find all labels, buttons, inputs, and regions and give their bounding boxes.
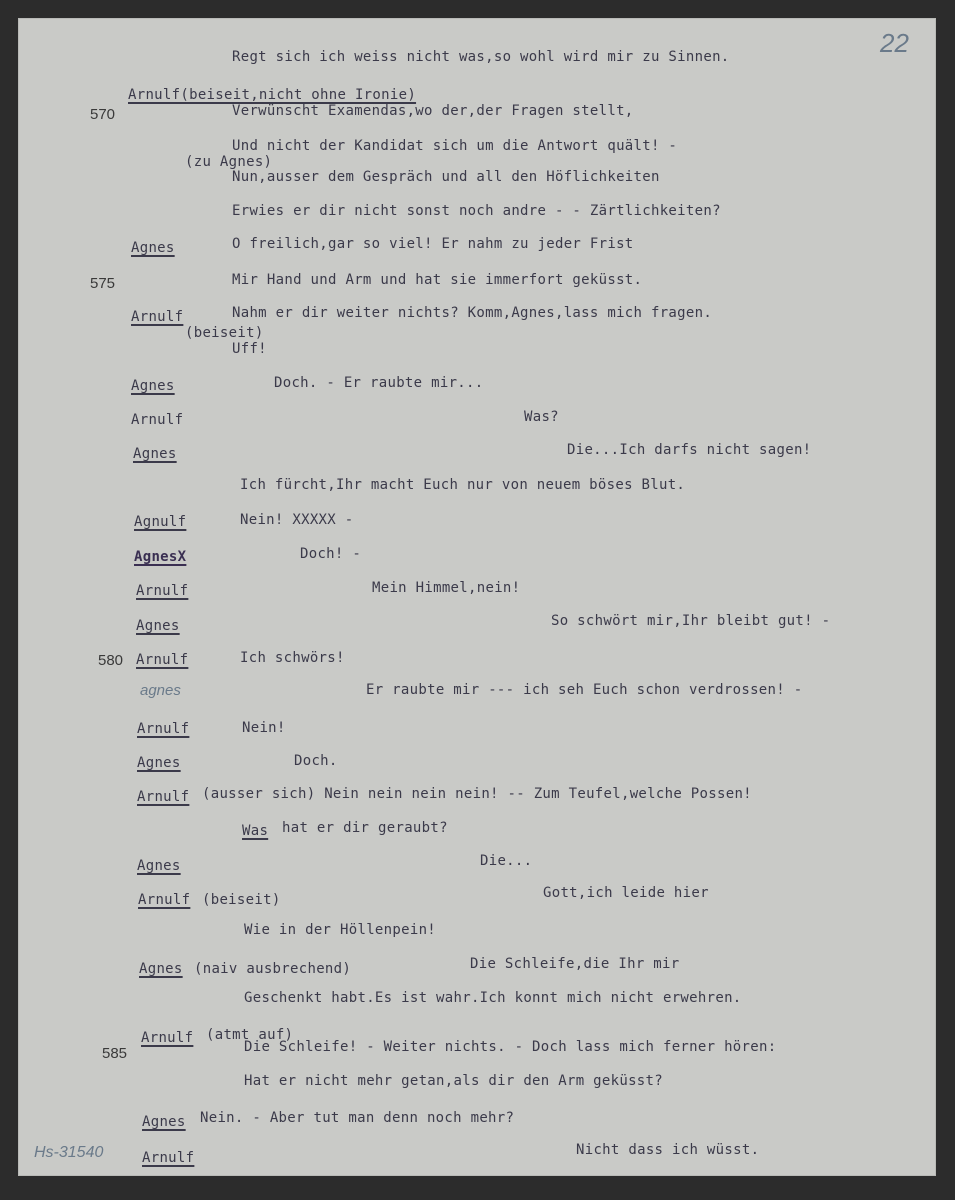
text-line: Nahm er dir weiter nichts? Komm,Agnes,lass mich fragen. <box>232 305 713 321</box>
speaker-label: AgnesX <box>134 549 187 565</box>
speaker-label: Arnulf <box>131 309 184 325</box>
text-line: hat er dir geraubt? <box>282 820 448 836</box>
speaker-label: Agnes <box>133 446 177 462</box>
archive-stamp: Hs-31540 <box>34 1144 104 1161</box>
text-line: Erwies er dir nicht sonst noch andre - - Zärtlichkeiten? <box>232 203 721 219</box>
speaker-label: Arnulf <box>137 789 190 805</box>
text-line: Doch. <box>294 753 338 769</box>
speaker-label: Agnes <box>131 378 175 394</box>
speaker-label: Arnulf <box>136 652 189 668</box>
text-line: Verwünscht Examendas,wo der,der Fragen stellt, <box>232 103 634 119</box>
text-line: Doch! - <box>300 546 362 562</box>
text-line: Wie in der Höllenpein! <box>244 922 437 938</box>
text-line: Uff! <box>232 341 267 357</box>
speaker-label: Agnes <box>142 1114 186 1130</box>
text-line: Die Schleife,die Ihr mir <box>470 956 680 972</box>
text-line: Und nicht der Kandidat sich um die Antwort quält! - <box>232 138 678 154</box>
speaker-label: Arnulf <box>142 1150 195 1166</box>
text-line: Doch. - Er raubte mir... <box>274 375 484 391</box>
line-number: 580 <box>98 652 124 669</box>
stage-direction: (naiv ausbrechend) <box>194 961 352 977</box>
text-line: Nein! XXXXX - <box>240 512 354 528</box>
line-number: 575 <box>90 275 116 292</box>
page-number: 22 <box>880 28 909 58</box>
text-line: Nun,ausser dem Gespräch und all den Höflichkeiten <box>232 169 660 185</box>
line-number: 570 <box>90 106 116 123</box>
text-line: Die... <box>480 853 533 869</box>
speaker-label: Arnulf <box>137 721 190 737</box>
speaker-label: Agnes <box>136 618 180 634</box>
text-line: Nein. - Aber tut man denn noch mehr? <box>200 1110 515 1126</box>
text-line: Die...Ich darfs nicht sagen! <box>567 442 812 458</box>
stage-direction: (zu Agnes) <box>185 154 273 170</box>
speaker-label: Agnulf <box>134 514 187 530</box>
text-line: (ausser sich) Nein nein nein nein! -- Zum Teufel,welche Possen! <box>202 786 752 802</box>
speaker-label: Agnes <box>137 755 181 771</box>
text-line: Die Schleife! - Weiter nichts. - Doch lass mich ferner hören: <box>244 1039 777 1055</box>
speaker-label: Arnulf <box>138 892 191 908</box>
line-number: 585 <box>102 1045 128 1062</box>
text-line: Mein Himmel,nein! <box>372 580 521 596</box>
speaker-label: Agnes <box>139 961 183 977</box>
handwritten-speaker: agnes <box>140 682 181 699</box>
typescript-page <box>18 18 936 1176</box>
speaker-label: Agnes <box>137 858 181 874</box>
text-line: Gott,ich leide hier <box>543 885 709 901</box>
text-line: Geschenkt habt.Es ist wahr.Ich konnt mich nicht erwehren. <box>244 990 742 1006</box>
text-line: Regt sich ich weiss nicht was,so wohl wird mir zu Sinnen. <box>232 49 730 65</box>
text-line: Hat er nicht mehr getan,als dir den Arm geküsst? <box>244 1073 663 1089</box>
speaker-label: Arnulf <box>136 583 189 599</box>
text-line: Was? <box>524 409 559 425</box>
text-line: Ich schwörs! <box>240 650 345 666</box>
text-line: Er raubte mir --- ich seh Euch schon verdrossen! - <box>366 682 803 698</box>
speaker-label: Agnes <box>131 240 175 256</box>
speaker-label: Arnulf <box>141 1030 194 1046</box>
text-line: Was <box>242 823 269 839</box>
stage-direction: (atmt auf) <box>206 1027 294 1043</box>
text-line: Mir Hand und Arm und hat sie immerfort geküsst. <box>232 272 643 288</box>
text-line: Ich fürcht,Ihr macht Euch nur von neuem böses Blut. <box>240 477 686 493</box>
speaker-label: Arnulf <box>131 412 184 428</box>
text-line: So schwört mir,Ihr bleibt gut! - <box>551 613 831 629</box>
stage-direction: (beiseit) <box>185 325 264 341</box>
text-line: O freilich,gar so viel! Er nahm zu jeder Frist <box>232 236 634 252</box>
text-line: Nicht dass ich wüsst. <box>576 1142 760 1158</box>
text-line: Nein! <box>242 720 286 736</box>
stage-direction: (beiseit) <box>202 892 281 908</box>
speaker-label: Arnulf(beiseit,nicht ohne Ironie) <box>128 87 417 103</box>
